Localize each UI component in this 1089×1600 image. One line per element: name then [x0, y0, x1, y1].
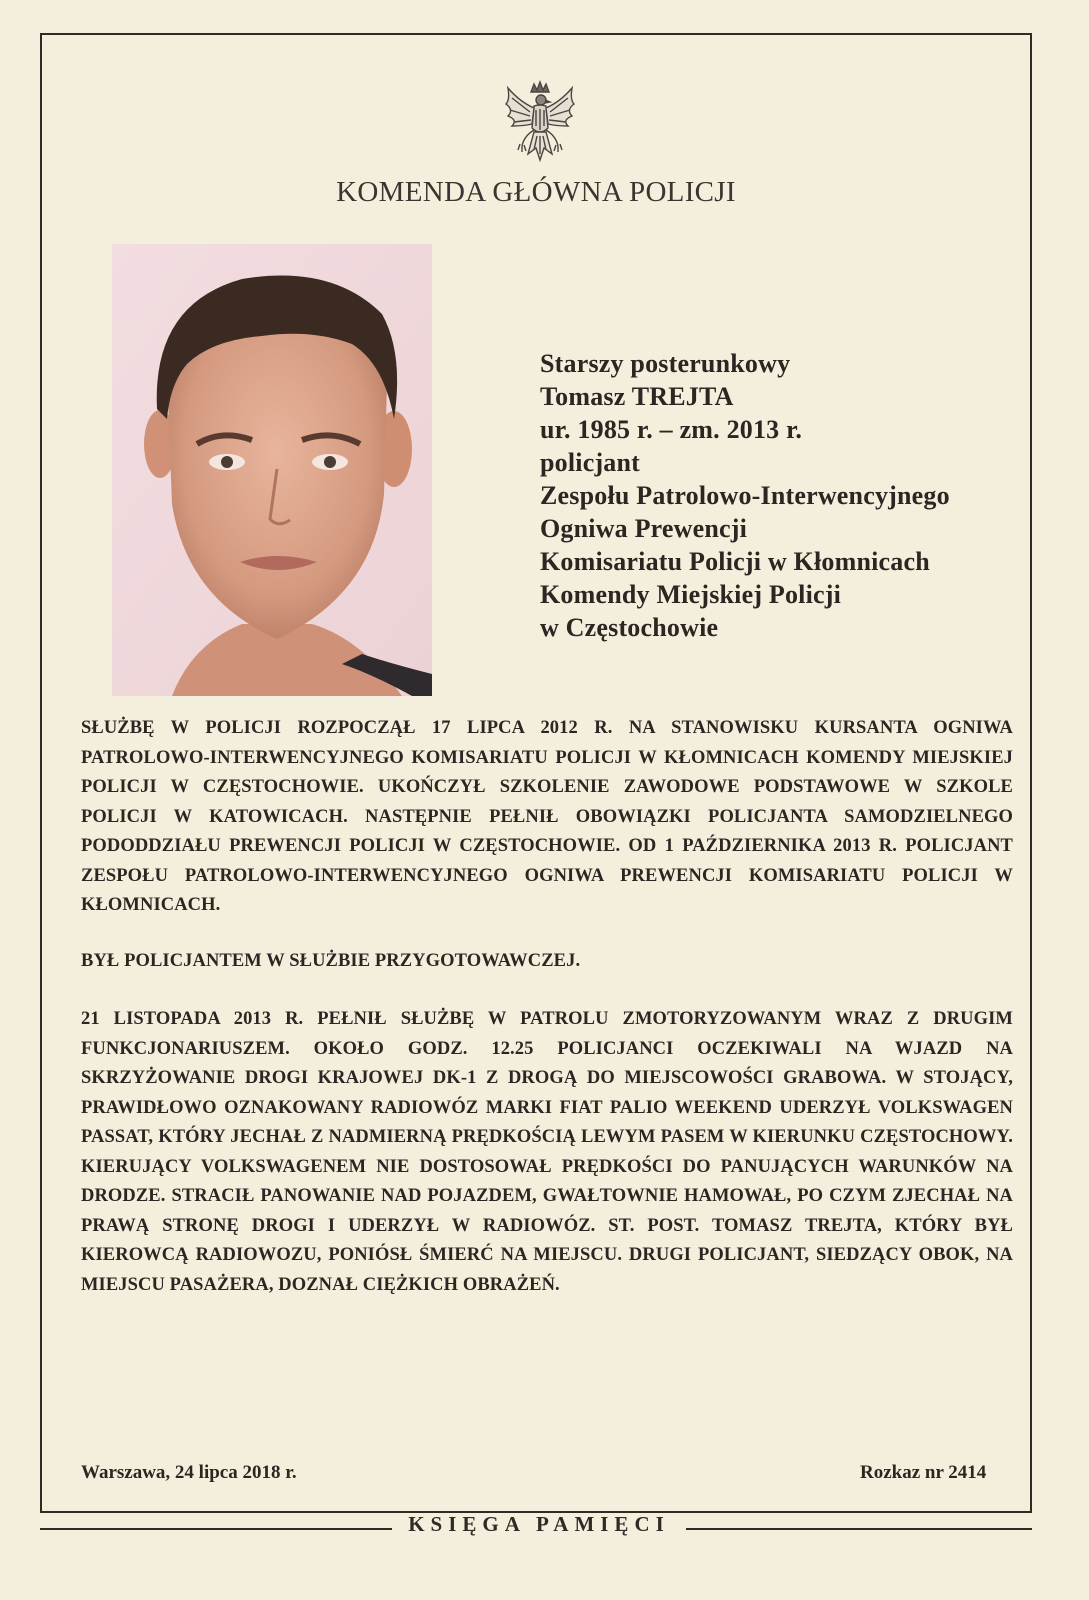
officer-role: policjant: [540, 448, 641, 477]
officer-info: [540, 347, 1040, 644]
page-title: KOMENDA GŁÓWNA POLICJI: [336, 176, 736, 208]
officer-name: Tomasz TREJTA: [540, 382, 734, 411]
service-status-paragraph: BYŁ POLICJANTEM W SŁUŻBIE PRZYGOTOWAWCZEJ.: [81, 951, 581, 971]
officer-unit: Komisariatu Policji w Kłomnicach: [540, 547, 930, 576]
officer-unit: Ogniwa Prewencji: [540, 514, 748, 543]
officer-unit: w Częstochowie: [540, 613, 719, 642]
officer-unit: Zespołu Patrolowo-Interwencyjnego: [540, 481, 950, 510]
book-title: KSIĘGA PAMIĘCI: [408, 1512, 670, 1536]
officer-unit: Komendy Miejskiej Policji: [540, 580, 842, 609]
officer-rank: Starszy posterunkowy: [540, 349, 791, 378]
incident-paragraph: 21 LISTOPADA 2013 R. PEŁNIŁ SŁUŻBĘ W PATROLU ZMOTORYZOWANYM WRAZ Z DRUGIM FUNKCJONARIUSZEM. OKOŁO GODZ. 12.25 POLICJANCI OCZEKIWALI NA WJAZD NA SKRZYŻOWANIE DROGI KRAJOWEJ DK-1 Z DROGĄ DO MIEJSCOWOŚCI GRABOWA. W STOJĄCY, PRAWIDŁOWO OZNAKOWANY RADIOWÓZ MARKI FIAT PALIO WEEKEND UDERZYŁ VOLKSWAGEN PASSAT, KTÓRY JECHAŁ Z NADMIERNĄ PRĘDKOŚCIĄ LEWYM PASEM W KIERUNKU CZĘSTOCHOWY. KIERUJĄCY VOLKSWAGENEM NIE DOSTOSOWAŁ PRĘDKOŚCI DO PANUJĄCYCH WARUNKÓW NA DRODZE. STRACIŁ PANOWANIE NAD POJAZDEM, GWAŁTOWNIE HAMOWAŁ, PO CZYM ZJECHAŁ NA PRAWĄ STRONĘ DROGI I UDERZYŁ W RADIOWÓZ. ST. POST. TOMASZ TREJTA, KTÓRY BYŁ KIEROWCĄ RADIOWOZU, PONIÓSŁ ŚMIERĆ NA MIEJSCU. DRUGI POLICJANT, SIEDZĄCY OBOK, NA MIEJSCU PASAŻERA, DOZNAŁ CIĘŻKICH OBRAŻEŃ.: [81, 1009, 1013, 1295]
officer-dates: ur. 1985 r. – zm. 2013 r.: [540, 415, 803, 444]
service-paragraph: SŁUŻBĘ W POLICJI ROZPOCZĄŁ 17 LIPCA 2012 R. NA STANOWISKU KURSANTA OGNIWA PATROLOWO-INTERWENCYJNEGO KOMISARIATU POLICJI W KŁOMNICACH KOMENDY MIEJSKIEJ POLICJI W CZĘSTOCHOWIE. UKOŃCZYŁ SZKOLENIE ZAWODOWE PODSTAWOWE W SZKOLE POLICJI W KATOWICACH. NASTĘPNIE PEŁNIŁ OBOWIĄZKI POLICJANTA SAMODZIELNEGO PODODDZIAŁU PREWENCJI POLICJI W CZĘSTOCHOWIE. OD 1 PAŹDZIERNIKA 2013 R. POLICJANT ZESPOŁU PATROLOWO-INTERWENCYJNEGO OGNIWA PREWENCJI KOMISARIATU POLICJI W KŁOMNICACH.: [81, 718, 1013, 915]
place-date: Warszawa, 24 lipca 2018 r.: [81, 1462, 297, 1483]
divider: [40, 1528, 392, 1530]
divider: [686, 1528, 1032, 1530]
polish-eagle-icon: [500, 80, 580, 170]
order-number: Rozkaz nr 2414: [860, 1462, 987, 1483]
officer-portrait: [112, 244, 432, 696]
